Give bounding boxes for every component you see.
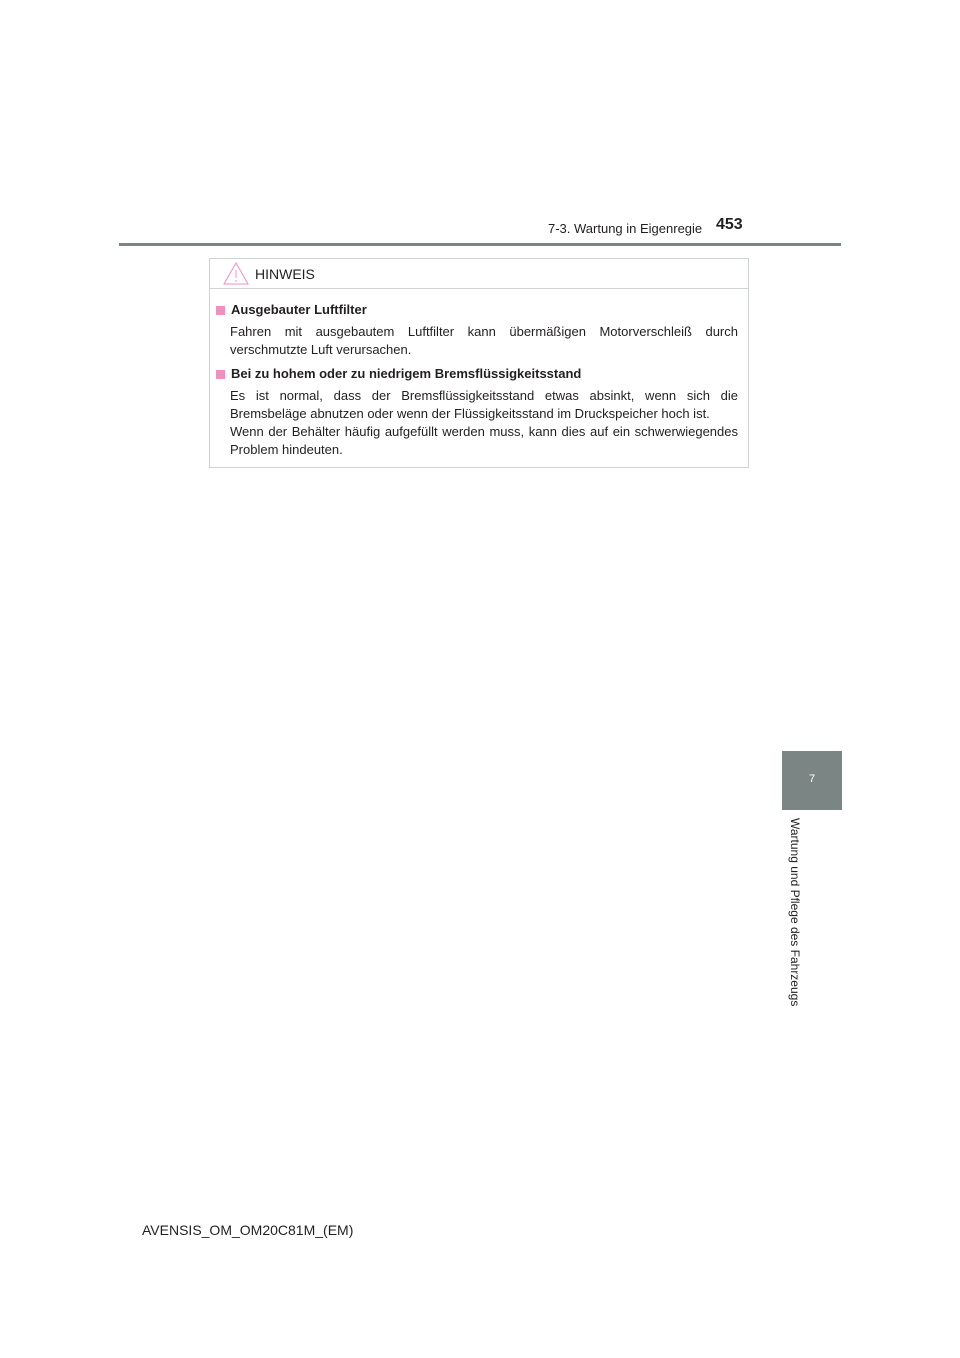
notice-header — [210, 259, 748, 289]
notice-body — [210, 289, 748, 459]
chapter-label: Wartung und Pflege des Fahrzeugs — [788, 818, 802, 1007]
notice-title: HINWEIS — [255, 266, 315, 282]
header-divider — [119, 243, 841, 246]
chapter-tab — [782, 751, 842, 810]
warning-triangle-icon — [223, 262, 249, 285]
notice-item-heading: Bei zu hohem oder zu niedrigem Bremsflüssigkeitsstand — [231, 366, 582, 381]
document-code: AVENSIS_OM_OM20C81M_(EM) — [142, 1222, 354, 1238]
chapter-number: 7 — [808, 773, 816, 785]
notice-item — [216, 365, 738, 459]
notice-box — [209, 258, 749, 468]
running-header-section: 7-3. Wartung in Eigenregie — [548, 221, 703, 236]
notice-item — [216, 301, 738, 359]
notice-item-text: Fahren mit ausgebautem Luftfilter kann übermäßigen Motorverschleiß durch verschmutzte Luft verursachen. — [230, 324, 738, 357]
notice-item-text: Wenn der Behälter häufig aufgefüllt werden muss, kann dies auf ein schwerwiegendes Problem hindeuten. — [230, 424, 738, 457]
notice-item-text: Es ist normal, dass der Bremsflüssigkeitsstand etwas absinkt, wenn sich die Bremsbeläge abnutzen oder wenn der Flüssigkeitsstand im Druckspeicher hoch ist. — [230, 388, 738, 421]
square-bullet-icon — [216, 370, 225, 379]
notice-item-heading: Ausgebauter Luftfilter — [231, 302, 367, 317]
square-bullet-icon — [216, 306, 225, 315]
page-number: 453 — [716, 216, 743, 233]
